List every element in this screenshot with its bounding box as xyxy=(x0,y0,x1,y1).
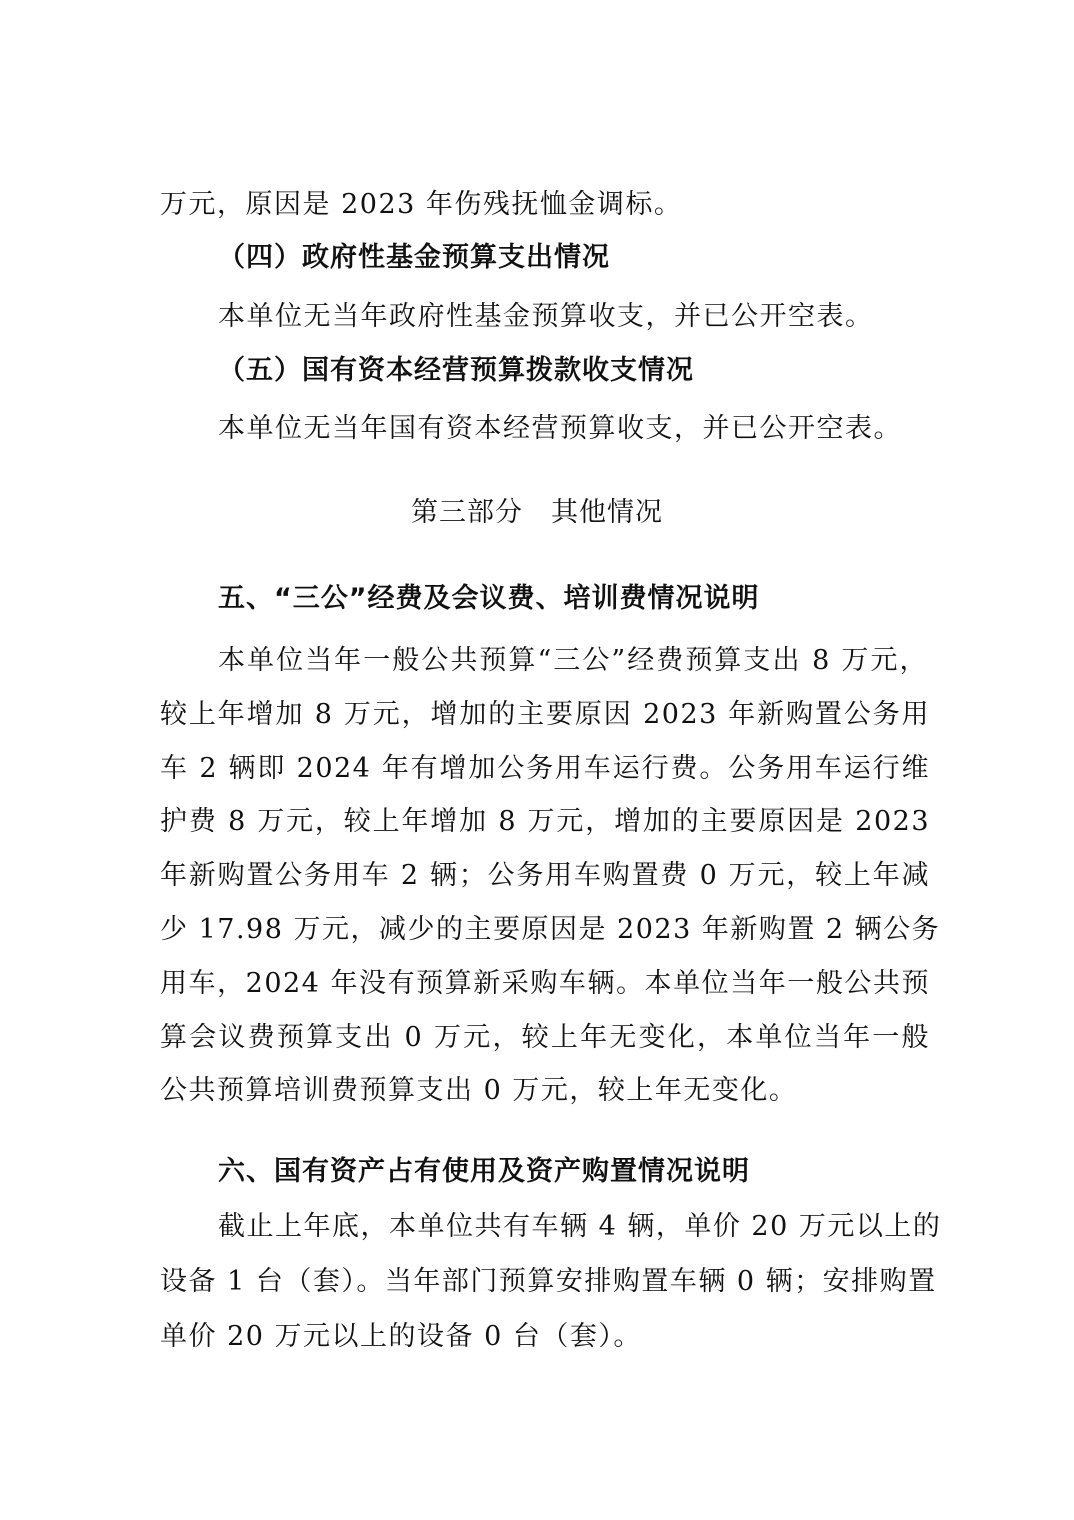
paragraph-line: 护费 8 万元，较上年增加 8 万元，增加的主要原因是 2023 xyxy=(160,806,930,837)
paragraph-line: 车 2 辆即 2024 年有增加公务用车运行费。公务用车运行维 xyxy=(160,753,930,784)
part-title: 第三部分 其他情况 xyxy=(411,497,663,528)
paragraph-line: 单价 20 万元以上的设备 0 台（套）。 xyxy=(160,1321,642,1352)
paragraph-line: 本单位当年一般公共预算“三公”经费预算支出 8 万元， xyxy=(218,645,928,676)
section-heading-six: 六、国有资产占有使用及资产购置情况说明 xyxy=(218,1156,750,1187)
paragraph-line: 公共预算培训费预算支出 0 万元，较上年无变化。 xyxy=(160,1075,798,1106)
paragraph-line: 算会议费预算支出 0 万元，较上年无变化，本单位当年一般 xyxy=(160,1022,930,1053)
paragraph-line: 本单位无当年政府性基金预算收支，并已公开空表。 xyxy=(218,301,874,332)
paragraph-line: 少 17.98 万元，减少的主要原因是 2023 年新购置 2 辆公务 xyxy=(160,914,941,945)
paragraph-line: 本单位无当年国有资本经营预算收支，并已公开空表。 xyxy=(218,413,902,444)
paragraph-line: 用车，2024 年没有预算新采购车辆。本单位当年一般公共预 xyxy=(160,968,930,999)
paragraph-line: 较上年增加 8 万元，增加的主要原因 2023 年新购置公务用 xyxy=(160,699,930,730)
section-heading-4: （四）政府性基金预算支出情况 xyxy=(218,242,610,273)
paragraph-line: 万元，原因是 2023 年伤残抚恤金调标。 xyxy=(160,189,683,220)
paragraph-line: 截止上年底，本单位共有车辆 4 辆，单价 20 万元以上的 xyxy=(218,1211,942,1242)
section-heading-five: 五、“三公”经费及会议费、培训费情况说明 xyxy=(218,583,760,614)
paragraph-line: 设备 1 台（套）。当年部门预算安排购置车辆 0 辆；安排购置 xyxy=(160,1266,937,1297)
section-heading-5: （五）国有资本经营预算拨款收支情况 xyxy=(218,355,694,386)
paragraph-line: 年新购置公务用车 2 辆；公务用车购置费 0 万元，较上年减 xyxy=(160,860,930,891)
